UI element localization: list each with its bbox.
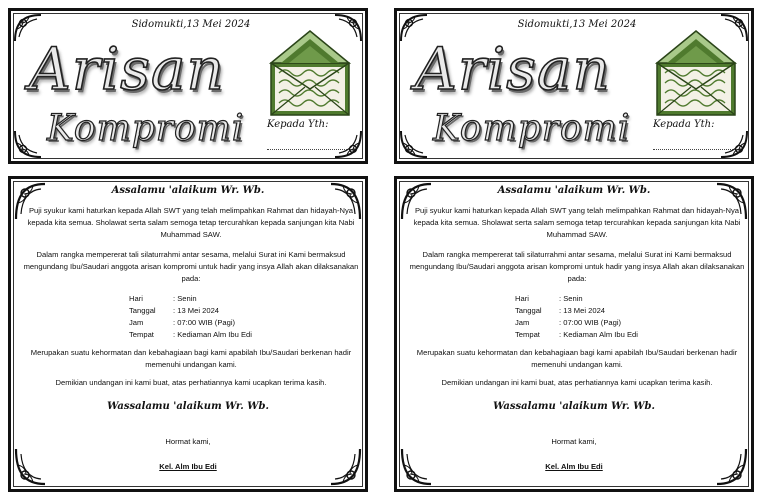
title-kompromi: Kompromi [47, 108, 245, 149]
detail-value: : Kediaman Alm Ibu Edi [559, 330, 638, 339]
detail-row [129, 305, 329, 317]
detail-row [129, 329, 329, 341]
greeting: Assalamu 'alaikum Wr. Wb. [497, 185, 651, 196]
paragraph-purpose: Dalam rangka mempererat tali silaturrahmi antar sesama, melalui Surat ini Kami bermaksud mengundang Ibu/Saudari anggota arisan kompromi untuk hadir yang insya Allah akan dilaksanakan pada: [23, 250, 359, 283]
detail-row [515, 329, 715, 341]
detail-label: Tempat [515, 330, 540, 339]
invitation-card [394, 176, 754, 492]
regards-text: Hormat kami, [551, 437, 597, 446]
paragraph-thanks: Demikian undangan ini kami buat, atas perhatiannya kami ucapkan terima kasih. [55, 378, 327, 387]
signer-name: Kel. Alm Ibu Edi [545, 462, 603, 471]
detail-value: : 13 Mei 2024 [173, 306, 220, 315]
paragraph-purpose: Dalam rangka mempererat tali silaturrahmi antar sesama, melalui Surat ini Kami bermaksud mengundang Ibu/Saudari anggota arisan kompromi untuk hadir yang insya Allah akan dilaksanakan pada: [409, 250, 745, 283]
envelope-front-card [394, 8, 754, 164]
envelope-front-card [8, 8, 368, 164]
detail-value: : 07:00 WIB (Pagi) [173, 318, 236, 327]
detail-label: Jam [515, 318, 530, 327]
recipient-line [653, 149, 737, 150]
title-arisan: Arisan [29, 35, 225, 103]
detail-row [129, 293, 329, 305]
detail-label: Tempat [129, 330, 154, 339]
recipient-label: Kepada Yth: [653, 119, 715, 130]
invitation-card [8, 176, 368, 492]
card-set-right [394, 0, 766, 503]
corner-ornament-icon [13, 129, 43, 159]
envelope-icon [651, 27, 741, 119]
envelope-icon [265, 27, 355, 119]
greeting: Assalamu 'alaikum Wr. Wb. [111, 185, 265, 196]
recipient-line [267, 149, 351, 150]
detail-label: Tanggal [129, 306, 156, 315]
detail-value: : 07:00 WIB (Pagi) [559, 318, 622, 327]
detail-label: Hari [515, 294, 529, 303]
detail-row [515, 317, 715, 329]
detail-value: : 13 Mei 2024 [559, 306, 606, 315]
detail-label: Hari [129, 294, 143, 303]
invitation-date: Sidomukti,13 Mei 2024 [517, 19, 637, 30]
detail-value: : Senin [559, 294, 583, 303]
detail-value: : Kediaman Alm Ibu Edi [173, 330, 252, 339]
detail-label: Jam [129, 318, 144, 327]
detail-row [515, 305, 715, 317]
title-kompromi: Kompromi [433, 108, 631, 149]
corner-ornament-icon [399, 129, 429, 159]
paragraph-opening: Puji syukur kami haturkan kepada Allah SWT yang telah melimpahkan Rahmat dan hidayah-Nya kepada kita semua. Sholawat serta salam semoga tetap tercurahkan kepada sanjungan kita Nabi Muhammad SAW. [413, 206, 741, 239]
regards-text: Hormat kami, [165, 437, 211, 446]
corner-ornament-icon [333, 129, 363, 159]
closing-salam: Wassalamu 'alaikum Wr. Wb. [493, 401, 655, 412]
invitation-date: Sidomukti,13 Mei 2024 [131, 19, 251, 30]
card-set-left [8, 0, 380, 503]
recipient-label: Kepada Yth: [267, 119, 329, 130]
detail-value: : Senin [173, 294, 197, 303]
closing-salam: Wassalamu 'alaikum Wr. Wb. [107, 401, 269, 412]
corner-ornament-icon [719, 129, 749, 159]
event-details [129, 293, 329, 341]
paragraph-thanks: Demikian undangan ini kami buat, atas perhatiannya kami ucapkan terima kasih. [441, 378, 713, 387]
detail-row [129, 317, 329, 329]
detail-row [515, 293, 715, 305]
detail-label: Tanggal [515, 306, 542, 315]
signer-name: Kel. Alm Ibu Edi [159, 462, 217, 471]
event-details [515, 293, 715, 341]
paragraph-honor: Merupakan suatu kehormatan dan kebahagiaan bagi kami apabilah Ibu/Saudari berkenan hadir memenuhi undangan kami. [416, 348, 738, 369]
paragraph-honor: Merupakan suatu kehormatan dan kebahagiaan bagi kami apabilah Ibu/Saudari berkenan hadir memenuhi undangan kami. [30, 348, 352, 369]
paragraph-opening: Puji syukur kami haturkan kepada Allah SWT yang telah melimpahkan Rahmat dan hidayah-Nya kepada kita semua. Sholawat serta salam semoga tetap tercurahkan kepada sanjungan kita Nabi Muhammad SAW. [27, 206, 355, 239]
title-arisan: Arisan [415, 35, 611, 103]
